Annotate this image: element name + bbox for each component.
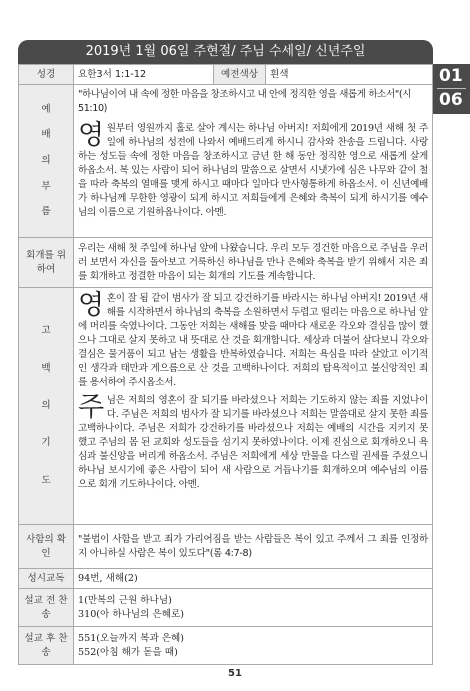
worship-call-label [19,85,74,238]
scripture-row [19,65,433,85]
label-char: 의 [41,154,51,166]
forgiveness-row [19,525,433,569]
confession-para-2 [78,394,428,492]
date-divider [437,88,466,89]
label-char: 름 [41,206,51,218]
label-char: 도 [41,474,51,486]
hymn-item: 551(오늘까지 복과 은혜) [78,632,185,644]
scripture-label: 성경 [19,65,74,85]
hymn-item: 552(아침 해가 돋을 때) [78,646,178,658]
worship-call-content [74,85,433,238]
label-char: 백 [41,362,51,374]
post-sermon-hymn-row [19,627,433,665]
drop-cap: 영 [78,290,104,321]
confession-row [19,288,433,525]
liturgy-table [18,64,433,665]
label-char: 배 [41,129,51,141]
date-day: 06 [439,90,463,110]
date-tab [433,64,470,114]
pre-sermon-hymn-list [74,589,433,627]
date-month: 01 [439,66,463,86]
forgiveness-label: 사함의 확인 [19,525,74,569]
confession-para-1 [78,292,428,390]
page-title: 2019년 1월 06일 주현절/ 주님 수세일/ 신년주일 [18,40,433,64]
worship-body [78,122,428,220]
repentance-intro-row [19,238,433,288]
worship-call-row [19,85,433,238]
pre-sermon-hymn-label: 설교 전 찬송 [19,589,74,627]
label-char: 기 [41,437,51,449]
liturgical-color-value: 흰색 [266,65,433,85]
scripture-value: 요한3서 1:1-12 [74,65,214,85]
responsive-reading-row [19,569,433,589]
confession-para-1-text: 혼이 잘 됨 같이 범사가 잘 되고 강건하기를 바라시는 하나님 아버지! 2019년 새해를 시작하면서 하나님의 축복을 소원하면서 두렵고 떨리는 마음으로 하나님 앞에 머리를 숙였나이다. 그동안 저희는 새해를 맞을 때마다 새로운 각오와 결심을 많이 했으나 그대로 살지 못하고 내 뜻대로 산 것을 회개합니다. 세상과 더불어 살다보니 각오와 결심은 물거품이 되고 남는 생활을 반복하였습니다. 저희는 욕심을 따라 살았고 이기적인 생각과 태만과 게으름으로 산 것을 고백하나이다. 저희의 탐욕적이고 불신앙적인 죄를 용서하여 주시옵소서. [78,293,428,388]
worship-body-text: 원부터 영원까지 홀로 살아 계시는 하나님 아버지! 저희에게 2019년 새해 첫 주일에 하나님의 성전에 나와서 예배드리게 하시니 감사와 찬송을 드립니다. 사랑하는 성도들 속에 정한 마음을 창조하시고 금년 한 해 동안 정직한 영으로 새롭게 살게 하옵소서. 복 있는 사람이 되어 하나님의 말씀으로 살면서 시냇가에 심은 나무와 같이 철을 따라 축복의 열매를 맺게 하시고 때마다 일마다 만사형통하게 하옵소서. 이 신년예배가 하나님께 무한한 영광이 되게 하시고 저희들에게 은혜와 축복이 되게 하시기를 예수님의 이름으로 기원하옵나이다. 아멘. [78,123,428,218]
hymn-item: 310(아 하나님의 은혜로) [78,608,185,620]
drop-cap: 주 [78,392,104,423]
confession-content [74,288,433,525]
hymn-item: 1(만복의 근원 하나님) [78,594,172,606]
page-number: 51 [228,668,242,679]
label-char: 부 [41,180,51,192]
responsive-reading-label: 성시교독 [19,569,74,589]
worship-verse: "하나님이여 내 속에 정한 마음을 창조하시고 내 안에 정직한 영을 새롭게 하소서"(시 51:10) [78,89,412,114]
label-char: 의 [41,399,51,411]
liturgical-color-label: 예전색상 [214,65,266,85]
post-sermon-hymn-label: 설교 후 찬송 [19,627,74,665]
forgiveness-text: "불법이 사함을 받고 죄가 가리어짐을 받는 사람들은 복이 있고 주께서 그 죄를 인정하지 아니하실 사람은 복이 있도다"(롬 4:7-8) [74,525,433,569]
drop-cap: 영 [78,120,104,151]
confession-para-2-text: 님은 저희의 영혼이 잘 되기를 바라셨으나 저희는 기도하지 않는 죄를 지었나이다. 주님은 저희의 범사가 잘 되기를 바라셨으나 저희는 말씀대로 살지 못한 죄를 고백하나이다. 주님은 저희가 강건하기를 바라셨으나 저희는 예배의 시간을 지키지 못했고 주님의 몸 된 교회와 성도들을 섬기지 못하였나이다. 이제 진심으로 회개하오니 욕심과 불신앙을 버리게 하옵소서. 주님은 저희에게 세상 만물을 다스릴 권세를 주셨으니 하나님 보시기에 좋은 사람이 되어 새 사람으로 거듭나기를 회개하오며 예수님의 이름으로 회개 기도하나이다. 아멘. [78,395,428,490]
pre-sermon-hymn-row [19,589,433,627]
repentance-intro-label: 회개를 위하여 [19,238,74,288]
repentance-intro-text: 우리는 새해 첫 주일에 하나님 앞에 나왔습니다. 우리 모두 경건한 마음으로 주님을 우러러 보면서 자신을 돌아보고 거룩하신 하나님을 만나 은혜와 축복을 받기 위해서 지은 죄를 회개하고 정결한 마음이 되는 회개의 기도를 계속합니다. [74,238,433,288]
post-sermon-hymn-list [74,627,433,665]
responsive-reading-text: 94번, 새해(2) [74,569,433,589]
label-char: 고 [41,325,51,337]
confession-label [19,288,74,525]
label-char: 예 [41,103,51,115]
